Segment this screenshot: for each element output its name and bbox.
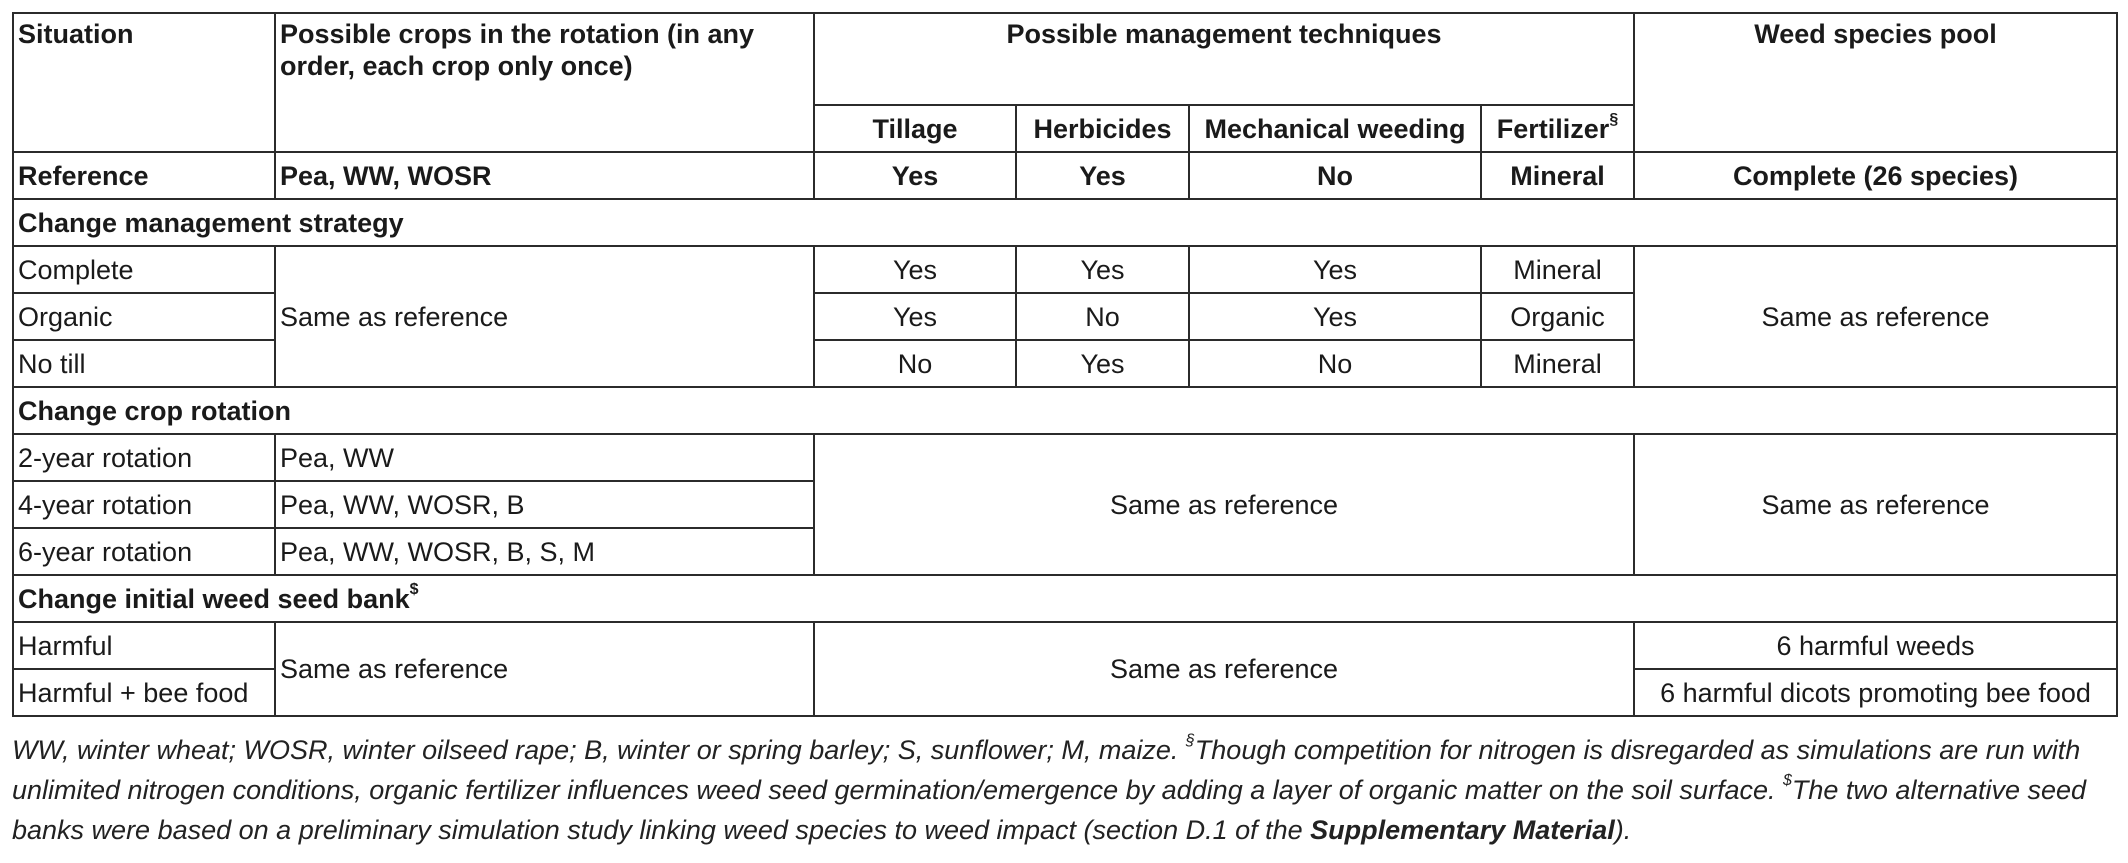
header-crops: Possible crops in the rotation (in any order, each crop only once)	[275, 13, 814, 152]
table-container	[12, 12, 2116, 717]
section-header-row	[13, 199, 2117, 246]
situation-cell: No till	[13, 340, 275, 387]
fertilizer-cell: Mineral	[1481, 246, 1634, 293]
section-header-row	[13, 387, 2117, 434]
reference-mechanical: No	[1189, 152, 1481, 199]
footnote-mark-section: §	[1609, 110, 1619, 128]
tillage-cell: No	[814, 340, 1016, 387]
situation-cell: Organic	[13, 293, 275, 340]
crops-cell: Pea, WW, WOSR, B	[275, 481, 814, 528]
table-row	[13, 622, 2117, 669]
reference-fertilizer: Mineral	[1481, 152, 1634, 199]
section-seedbank-label: Change initial weed seed bank	[18, 583, 410, 614]
header-fertilizer-label: Fertilizer	[1496, 113, 1610, 144]
header-tillage: Tillage	[814, 105, 1016, 152]
header-weed-pool: Weed species pool	[1634, 13, 2117, 152]
table-caption	[12, 730, 2116, 850]
tillage-cell: Yes	[814, 246, 1016, 293]
reference-tillage: Yes	[814, 152, 1016, 199]
section-rotation-title: Change crop rotation	[13, 387, 2117, 434]
header-row-1	[13, 13, 2117, 105]
crops-cell: Pea, WW, WOSR, B, S, M	[275, 528, 814, 575]
seedbank-management-same: Same as reference	[814, 622, 1634, 716]
caption-end: ).	[1614, 815, 1632, 845]
footnote-mark-dollar: $	[409, 580, 419, 598]
reference-pool: Complete (26 species)	[1634, 152, 2117, 199]
rotation-management-same: Same as reference	[814, 434, 1634, 575]
herbicides-cell: Yes	[1016, 246, 1189, 293]
caption-fertilizer-note: Though competition for nitrogen is disregarded as simulations are run with unlimited nitrogen conditions, organic fertilizer influences weed seed germination/emergence by adding a layer of organic matter on the soil surface.	[12, 735, 2081, 805]
header-fertilizer	[1481, 105, 1634, 152]
mechanical-cell: Yes	[1189, 293, 1481, 340]
situation-cell: Harmful + bee food	[13, 669, 275, 716]
mechanical-cell: Yes	[1189, 246, 1481, 293]
header-herbicides: Herbicides	[1016, 105, 1189, 152]
reference-crops: Pea, WW, WOSR	[275, 152, 814, 199]
caption-seedbank-note: The two alternative seed banks were based on a preliminary simulation study linking weed species to weed impact (section D.1 of the	[12, 775, 2087, 845]
reference-herbicides: Yes	[1016, 152, 1189, 199]
header-situation: Situation	[13, 13, 275, 152]
caption-mark-dollar: $	[1782, 772, 1792, 789]
reference-situation: Reference	[13, 152, 275, 199]
mechanical-cell: No	[1189, 340, 1481, 387]
scenario-table	[12, 12, 2118, 717]
header-management: Possible management techniques	[814, 13, 1634, 105]
situation-cell: 2-year rotation	[13, 434, 275, 481]
table-row	[13, 434, 2117, 481]
herbicides-cell: No	[1016, 293, 1189, 340]
header-mechanical: Mechanical weeding	[1189, 105, 1481, 152]
fertilizer-cell: Mineral	[1481, 340, 1634, 387]
situation-cell: 6-year rotation	[13, 528, 275, 575]
supplementary-material-link[interactable]: Supplementary Material	[1310, 815, 1615, 845]
tillage-cell: Yes	[814, 293, 1016, 340]
section-management-title: Change management strategy	[13, 199, 2117, 246]
pool-cell: 6 harmful weeds	[1634, 622, 2117, 669]
situation-cell: Harmful	[13, 622, 275, 669]
seedbank-crops-same: Same as reference	[275, 622, 814, 716]
caption-abbreviations: WW, winter wheat; WOSR, winter oilseed rape; B, winter or spring barley; S, sunflower; M, maize.	[12, 735, 1186, 765]
table-row	[13, 246, 2117, 293]
situation-cell: Complete	[13, 246, 275, 293]
section-seedbank-title	[13, 575, 2117, 622]
situation-cell: 4-year rotation	[13, 481, 275, 528]
fertilizer-cell: Organic	[1481, 293, 1634, 340]
rotation-pool-same: Same as reference	[1634, 434, 2117, 575]
pool-cell: 6 harmful dicots promoting bee food	[1634, 669, 2117, 716]
herbicides-cell: Yes	[1016, 340, 1189, 387]
section-header-row	[13, 575, 2117, 622]
management-pool-same: Same as reference	[1634, 246, 2117, 387]
caption-mark-section: §	[1185, 732, 1195, 749]
reference-row	[13, 152, 2117, 199]
crops-cell: Pea, WW	[275, 434, 814, 481]
management-crops-same: Same as reference	[275, 246, 814, 387]
